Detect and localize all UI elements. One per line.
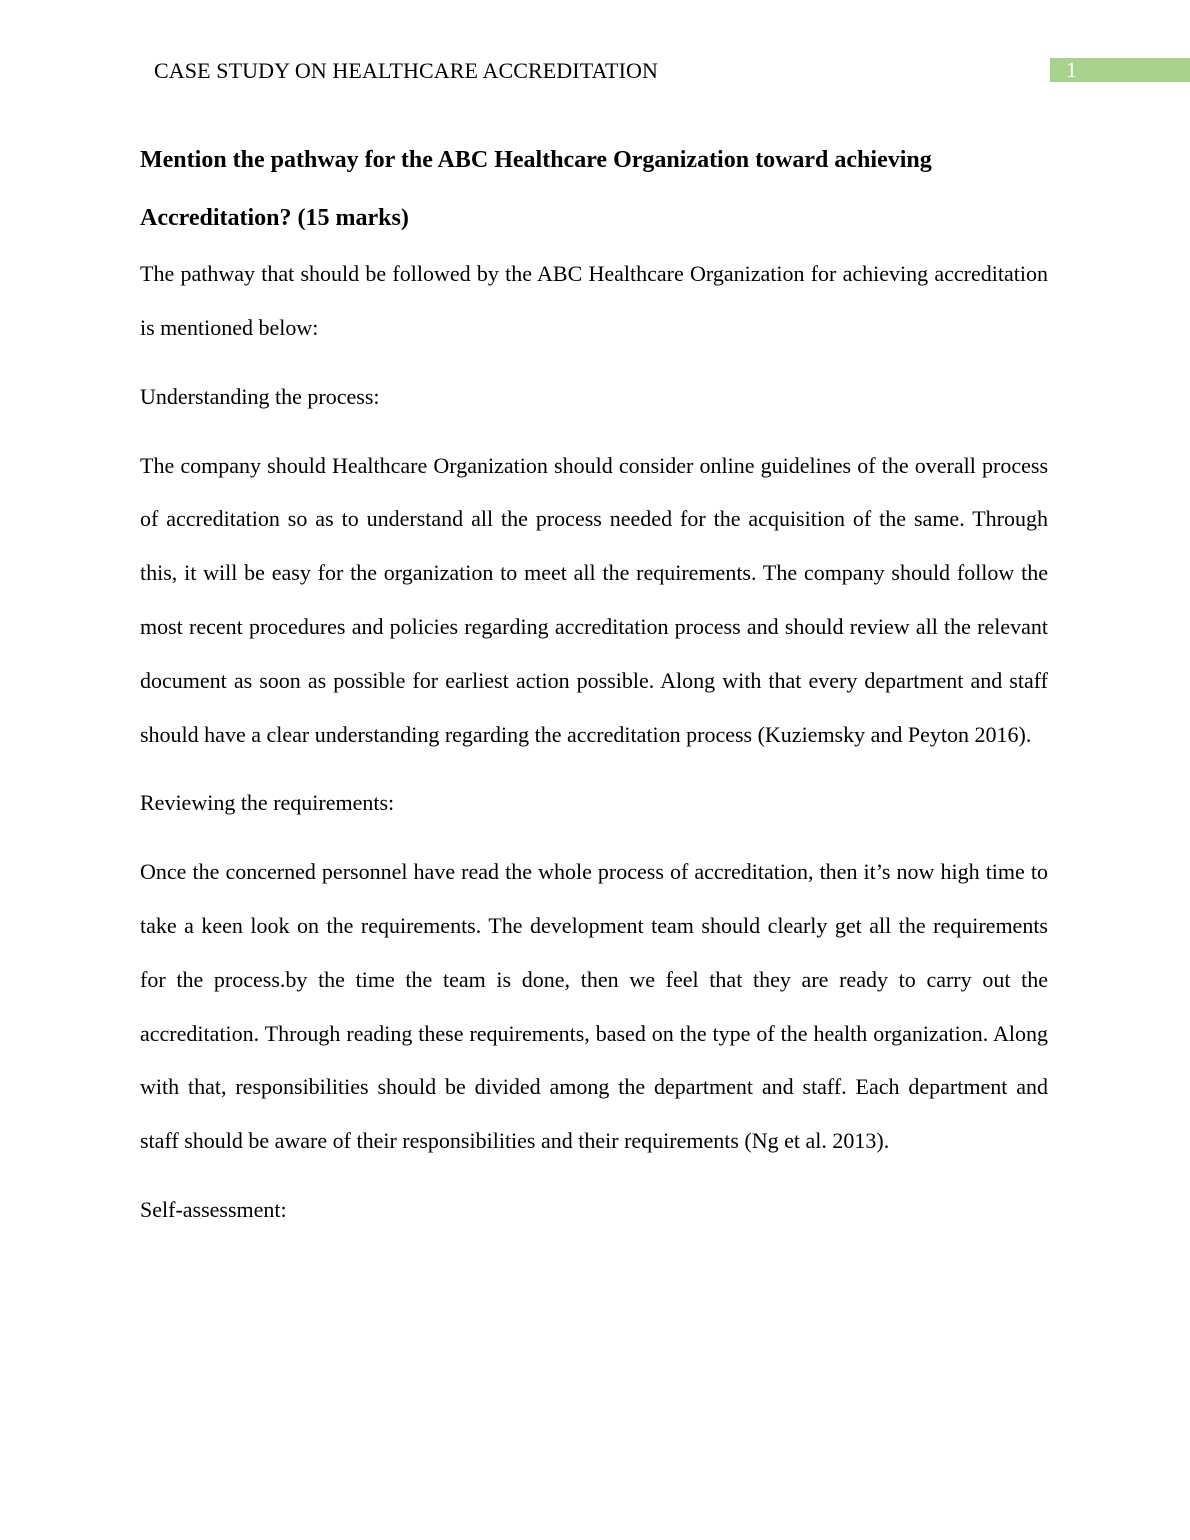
document-body <box>140 132 1048 1237</box>
question-heading: Mention the pathway for the ABC Healthcare Organization toward achieving Accreditation? (15 marks) <box>140 147 932 231</box>
section-self-assessment <box>140 1183 1048 1237</box>
section-title-reviewing: Reviewing the requirements: <box>140 790 395 816</box>
section-understanding <box>140 370 1048 762</box>
running-header-title: CASE STUDY ON HEALTHCARE ACCREDITATION <box>154 58 658 83</box>
section-body-reviewing: Once the concerned personnel have read the whole process of accreditation, then it’s now high time to take a keen look on the requirements. The development team should clearly get all the requirements for the process.by the time the team is done, then we feel that they are ready to carry out the accreditation. Through reading these requirements, based on the type of the health organization. Along with that, responsibilities should be divided among the department and staff. Each department and staff should be aware of their responsibilities and their requirements (Ng et al. 2013). <box>140 859 1048 1154</box>
page-number-badge <box>1050 58 1190 82</box>
section-title-understanding: Understanding the process: <box>140 383 380 409</box>
page-number: 1 <box>1066 57 1077 82</box>
section-reviewing <box>140 776 1048 1168</box>
intro-paragraph: The pathway that should be followed by the ABC Healthcare Organization for achieving accreditation is mentioned below: <box>140 261 1048 340</box>
section-title-self-assessment: Self-assessment: <box>140 1196 287 1222</box>
section-body-understanding: The company should Healthcare Organization should consider online guidelines of the overall process of accreditation so as to understand all the process needed for the acquisition of the same. Through this, it will be easy for the organization to meet all the requirements. The company should follow the most recent procedures and policies regarding accreditation process and should review all the relevant document as soon as possible for earliest action possible. Along with that every department and staff should have a clear understanding regarding the accreditation process (Kuziemsky and Peyton 2016). <box>140 452 1048 747</box>
